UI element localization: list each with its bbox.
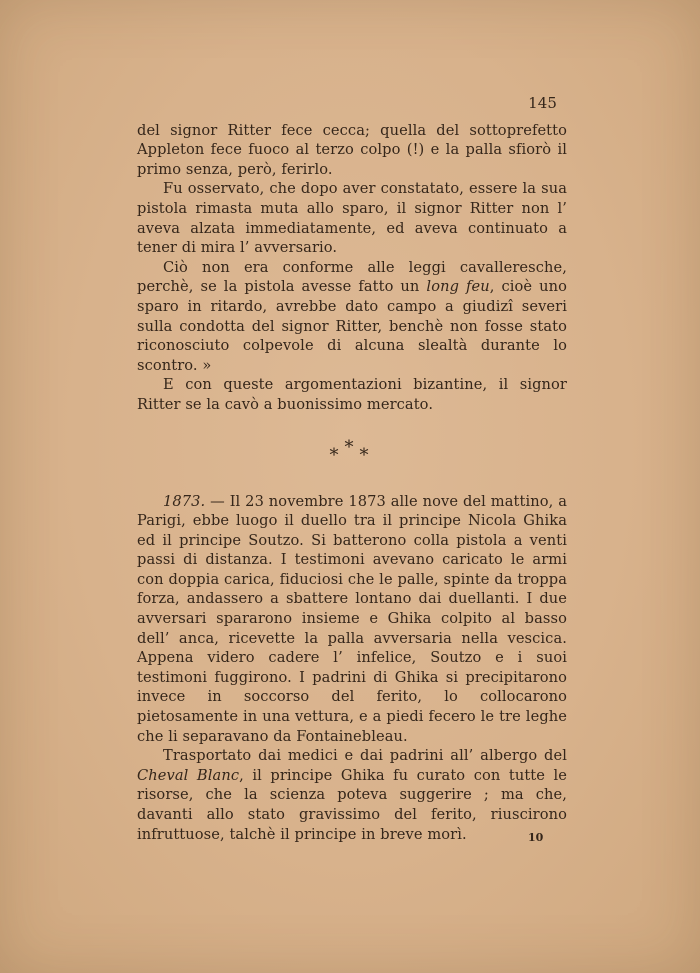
- asterism-separator: [137, 436, 567, 468]
- paragraph: [137, 179, 567, 257]
- paragraph: [137, 375, 567, 414]
- paragraph: [137, 746, 567, 844]
- asterisk-glyph: *: [329, 444, 345, 466]
- text-segment: — Il 23 novembre 1873 alle nove del mattino, a Parigi, ebbe luogo il duello tra il principe Nicola Ghika ed il principe Soutzo. Si batterono colla pistola a venti passi di distanza. I testimoni avevano caricato le armi con doppia carica, fiduciosi che le palle, spinte da troppa forza, andassero a sbattere lontano dai duellanti. I due avversari spararono insieme e Ghika colpito al basso dell’ anca, ricevette la palla avversaria nella vescica. Appena videro cadere l’ infelice, Soutzo e i suoi testimoni fuggirono. I padrini di Ghika si precipitarono invece in soccorso del ferito, lo collocarono pietosamente in una vettura, e a piedi fecero le tre leghe che li separavano da Fontainebleau.: [137, 492, 567, 745]
- paragraph: [137, 492, 567, 747]
- text-segment: , cioè uno sparo in ritardo, avrebbe dato campo a giudizî severi sulla condotta del signor Ritter, benchè non fosse stato riconosciuto colpevole di alcuna slealtà durante lo scontro. »: [137, 278, 568, 374]
- italic-text: Cheval Blanc: [137, 766, 240, 784]
- asterisk-glyph: *: [344, 436, 360, 458]
- text-block: [137, 94, 567, 844]
- signature-mark: 10: [528, 831, 544, 844]
- text-segment: Trasportato dai medici e dai padrini all’ albergo del: [163, 747, 567, 765]
- text-segment: , il principe Ghika fu curato con tutte le risorse, che la scienza poteva suggerire ; ma che, davanti allo stato gravissimo del ferito, riuscirono infruttuose, talchè il principe in breve morì.: [137, 766, 567, 843]
- italic-text: 1873.: [163, 492, 206, 510]
- text-segment: del signor Ritter fece cecca; quella del sottoprefetto Appleton fece fuoco al terzo colpo (!) e la palla sfiorò il primo senza, però, ferirlo.: [137, 121, 567, 178]
- italic-text: long feu: [426, 278, 490, 296]
- asterisk-glyph: *: [359, 444, 375, 466]
- body-text: [137, 121, 567, 845]
- text-segment: Fu osservato, che dopo aver constatato, essere la sua pistola rimasta muta allo sparo, il signor Ritter non l’ aveva alzata immediatamente, ed aveva continuato a tener di mira l’ avversario.: [137, 180, 567, 257]
- paragraph: [137, 258, 567, 376]
- paragraph: [137, 121, 567, 180]
- text-segment: Ciò non era conforme alle leggi cavalleresche, perchè, se la pistola avesse fatto un: [137, 258, 567, 296]
- page-number: 145: [528, 94, 557, 112]
- text-segment: E con queste argomentazioni bizantine, il signor Ritter se la cavò a buonissimo mercato.: [137, 376, 567, 413]
